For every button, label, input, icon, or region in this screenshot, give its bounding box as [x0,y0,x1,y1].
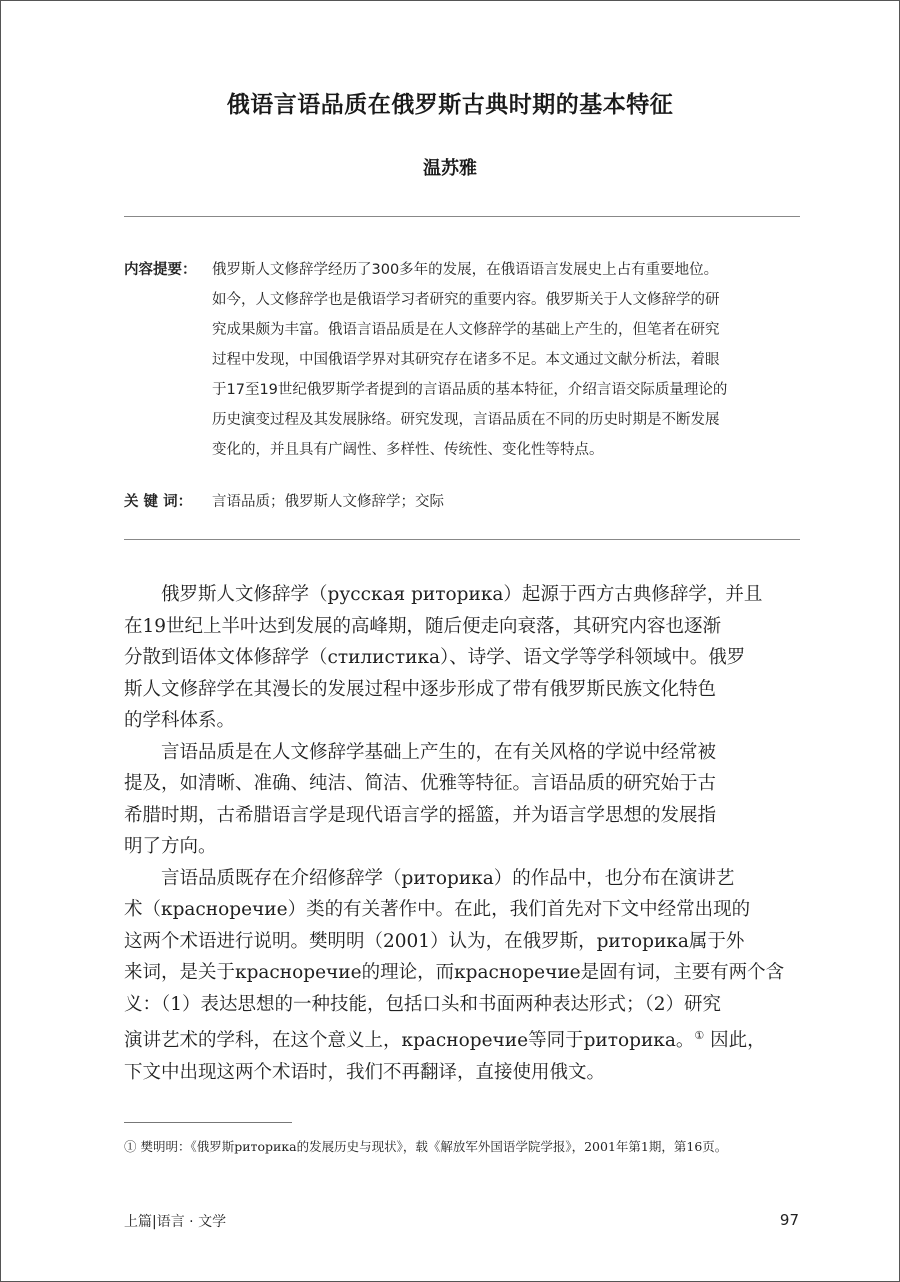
article-title: 俄语言语品质在俄罗斯古典时期的基本特征 [226,92,674,118]
keywords-label: 关 键 词： [124,494,193,510]
paragraph-3-part-1: 言语品质既存在介绍修辞学（риторика）的作品中，也分布在演讲艺 术（красноречие）类的有关著作中。在此，我们首先对下文中经常出现的 这两个术语进行说明。樊明明（2001）认为，在俄罗斯，риторика属于外 来词，是关于красноречие的理论，而красноречие是固有词，主要有两个含 义：（1）表达思想的一种技能，包括口头和书面两种表达形式；（2）研究 演讲艺术的学科，在这个意义上，красноречие等同于риторика。 [124,867,785,1051]
page-number: 97 [779,1211,799,1229]
footnote-divider [124,1122,292,1123]
divider-bottom [124,539,800,540]
paragraph-3 [124,863,804,1089]
paragraph-2: 言语品质是在人文修辞学基础上产生的，在有关风格的学说中经常被 提及，如清晰、准确、纯洁、简洁、优雅等特征。言语品质的研究始于古 希腊时期，古希腊语言学是现代语言学的摇篮，并为语言学思想的发展指 明了方向。 [124,741,717,857]
author-name: 温苏雅 [423,158,477,179]
paragraph-3-part-2: 因此， 下文中出现这两个术语时，我们不再翻译，直接使用俄文。 [124,1030,766,1083]
divider-top [124,216,800,217]
abstract-text: 俄罗斯人文修辞学经历了300多年的发展，在俄语语言发展史上占有重要地位。 如今，人文修辞学也是俄语学习者研究的重要内容。俄罗斯关于人文修辞学的研 究成果颇为丰富。俄语言语品质是在人文修辞学的基础上产生的，但笔者在研究 过程中发现，中国俄语学界对其研究存在诸多不足。本文通过文献分析法，着眼 于17至19世纪俄罗斯学者提到的言语品质的基本特征，介绍言语交际质量理论的 历史演变过程及其发展脉络。研究发现，言语品质在不同的历史时期是不断发展 变化的，并且具有广阔性、多样性、传统性、变化性等特点。 [212,262,728,458]
body-text [124,579,804,1088]
abstract-label: 内容提要： [124,262,197,278]
keywords-text: 言语品质；俄罗斯人文修辞学；交际 [212,494,444,510]
footnote-reference[interactable]: ① [694,1029,705,1042]
footer-section: 上篇|语言 · 文学 [124,1214,227,1230]
paragraph-1: 俄罗斯人文修辞学（русская риторика）起源于西方古典修辞学，并且 在19世纪上半叶达到发展的高峰期，随后便走向衰落，其研究内容也逐渐 分散到语体文体修辞学（стилистика）、诗学、语文学等学科领域中。俄罗 斯人文修辞学在其漫长的发展过程中逐步形成了带有俄罗斯民族文化特色 的学科体系。 [124,584,763,731]
footnote: ① 樊明明：《俄罗斯риторика的发展历史与现状》，载《解放军外国语学院学报》，2001年第1期，第16页。 [124,1139,728,1154]
